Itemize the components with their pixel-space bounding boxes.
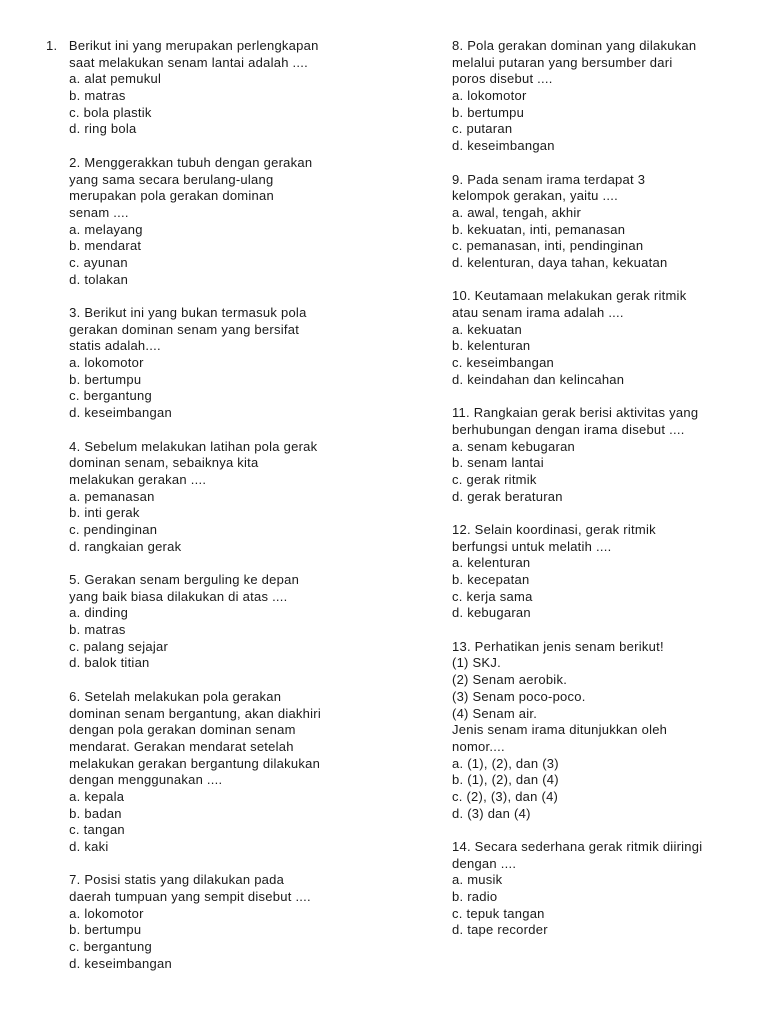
question-text-line: d. kaki [46,839,109,854]
question-block [452,839,752,939]
question-block [46,572,378,672]
question-text-line: dengan pola gerakan dominan senam [46,722,296,738]
question-text-line: a. melayang [46,221,143,237]
question-stem-line: 6. Setelah melakukan pola gerakan [46,688,282,704]
question-text-line: d. gerak beraturan [452,488,563,504]
question-text-line: c. kerja sama [452,588,533,604]
question-stem-line: 10. Keutamaan melakukan gerak ritmik [452,288,687,304]
question-text-line: b. (1), (2), dan (4) [452,772,559,788]
question-text-line: c. bergantung [46,939,152,955]
question-text-line: (2) Senam aerobik. [452,672,568,688]
question-text-line: berhubungan dengan irama disebut .... [452,421,685,437]
question-stem-line: 8. Pola gerakan dominan yang dilakukan [452,38,697,53]
question-block [46,305,378,422]
question-stem-line: 2. Menggerakkan tubuh dengan gerakan [46,154,313,170]
question-block [452,639,752,823]
question-text-line: d. (3) dan (4) [452,805,531,821]
question-text-line: c. palang sejajar [46,638,169,654]
question-block [46,38,378,138]
question-text-line: d. keseimbangan [46,405,172,421]
question-block [452,522,752,622]
question-text-line: c. bola plastik [46,104,152,120]
question-text-line: c. tepuk tangan [452,905,545,921]
question-text-line: b. matras [46,88,126,104]
right-question-column [452,38,752,956]
question-text-line: senam .... [46,204,129,220]
question-block [46,154,378,289]
question-stem-line: 14. Secara sederhana gerak ritmik diiringi [452,839,703,854]
question-text-line: a. kelenturan [452,555,531,571]
question-block [452,172,752,272]
question-text-line: d. keseimbangan [46,955,172,971]
question-text-line: Jenis senam irama ditunjukkan oleh [452,722,668,738]
question-text-line: b. inti gerak [46,505,140,521]
question-text-line: d. kelenturan, daya tahan, kekuatan [452,254,668,270]
question-text-line: a. lokomotor [46,905,144,921]
question-text-line: (4) Senam air. [452,705,538,721]
question-text-line: d. keindahan dan kelincahan [452,371,625,387]
question-stem-line: 3. Berikut ini yang bukan termasuk pola [46,305,307,320]
question-text-line: a. kepala [46,788,125,804]
question-text-line: berfungsi untuk melatih .... [452,538,612,554]
question-text-line: atau senam irama adalah .... [452,305,624,320]
question-text-line: d. rangkaian gerak [46,538,182,554]
question-stem-line: 12. Selain koordinasi, gerak ritmik [452,521,656,537]
question-text-line: mendarat. Gerakan mendarat setelah [46,738,294,754]
question-block [452,288,752,388]
question-text-line: dengan menggunakan .... [46,772,223,788]
question-text-line: b. kecepatan [452,572,530,587]
question-text-line: b. bertumpu [452,104,525,120]
question-text-line: b. matras [46,622,126,638]
question-text-line: c. ayunan [46,254,128,270]
question-text-line: merupakan pola gerakan dominan [46,188,274,204]
question-text-line: a. (1), (2), dan (3) [452,755,559,771]
question-text-line: b. badan [46,805,122,821]
question-stem-line: 4. Sebelum melakukan latihan pola gerak [46,438,318,454]
question-text-line: dominan senam, sebaiknya kita [46,455,259,471]
question-text-line: nomor.... [452,738,505,754]
question-text-line: c. putaran [452,121,513,137]
question-text-line: dengan .... [452,855,517,871]
question-text-line: kelompok gerakan, yaitu .... [452,188,618,204]
question-stem-line: 1. Berikut ini yang merupakan perlengkapan [46,38,319,53]
question-text-line: a. kekuatan [452,321,522,337]
left-question-column [46,38,378,989]
question-text-line: b. kekuatan, inti, pemanasan [452,221,626,237]
question-text-line: c. keseimbangan [452,355,555,371]
question-text-line: a. awal, tengah, akhir [452,204,582,220]
question-text-line: c. (2), (3), dan (4) [452,788,559,804]
question-text-line: d. keseimbangan [452,138,555,154]
question-text-line: b. kelenturan [452,338,531,354]
question-block [46,872,378,972]
question-text-line: a. lokomotor [452,88,527,104]
question-text-line: dominan senam bergantung, akan diakhiri [46,705,322,721]
question-text-line: gerakan dominan senam yang bersifat [46,321,300,337]
question-text-line: a. musik [452,872,503,888]
question-text-line: statis adalah.... [46,338,161,354]
question-text-line: c. tangan [46,822,125,838]
question-text-line: a. lokomotor [46,355,144,371]
question-stem-line: 13. Perhatikan jenis senam berikut! [452,638,664,654]
question-text-line: daerah tumpuan yang sempit disebut .... [46,889,311,905]
question-text-line: poros disebut .... [452,71,553,87]
question-text-line: c. gerak ritmik [452,471,537,487]
question-stem-line: 11. Rangkaian gerak berisi aktivitas yang [452,405,699,421]
question-text-line: b. bertumpu [46,922,142,938]
question-text-line: c. pendinginan [46,521,158,537]
question-text-line: a. alat pemukul [46,71,162,87]
question-text-line: d. kebugaran [452,605,531,621]
question-text-line: b. radio [452,889,498,905]
question-text-line: (1) SKJ. [452,655,501,671]
question-text-line: melalui putaran yang bersumber dari [452,54,673,70]
question-text-line: c. bergantung [46,388,152,404]
question-block [452,405,752,505]
question-text-line: c. pemanasan, inti, pendinginan [452,238,644,254]
question-stem-line: 5. Gerakan senam berguling ke depan [46,572,300,587]
question-text-line: b. mendarat [46,238,142,254]
question-text-line: a. pemanasan [46,488,155,504]
question-text-line: melakukan gerakan .... [46,471,207,487]
question-text-line: (3) Senam poco-poco. [452,688,586,704]
question-text-line: a. senam kebugaran [452,438,576,454]
question-text-line: d. ring bola [46,121,137,137]
question-stem-line: 9. Pada senam irama terdapat 3 [452,171,646,187]
question-text-line: saat melakukan senam lantai adalah .... [46,54,309,70]
question-block [46,438,378,556]
question-text-line: b. senam lantai [452,455,544,471]
question-text-line: yang sama secara berulang-ulang [46,171,274,187]
question-text-line: d. balok titian [46,655,150,671]
question-stem-line: 7. Posisi statis yang dilakukan pada [46,872,285,888]
question-text-line: b. bertumpu [46,371,142,387]
question-text-line: melakukan gerakan bergantung dilakukan [46,755,321,771]
question-text-line: d. tape recorder [452,922,548,938]
question-block [46,688,378,856]
question-text-line: a. dinding [46,605,129,621]
question-text-line: d. tolakan [46,271,129,287]
question-block [452,38,752,155]
question-text-line: yang baik biasa dilakukan di atas .... [46,588,288,604]
